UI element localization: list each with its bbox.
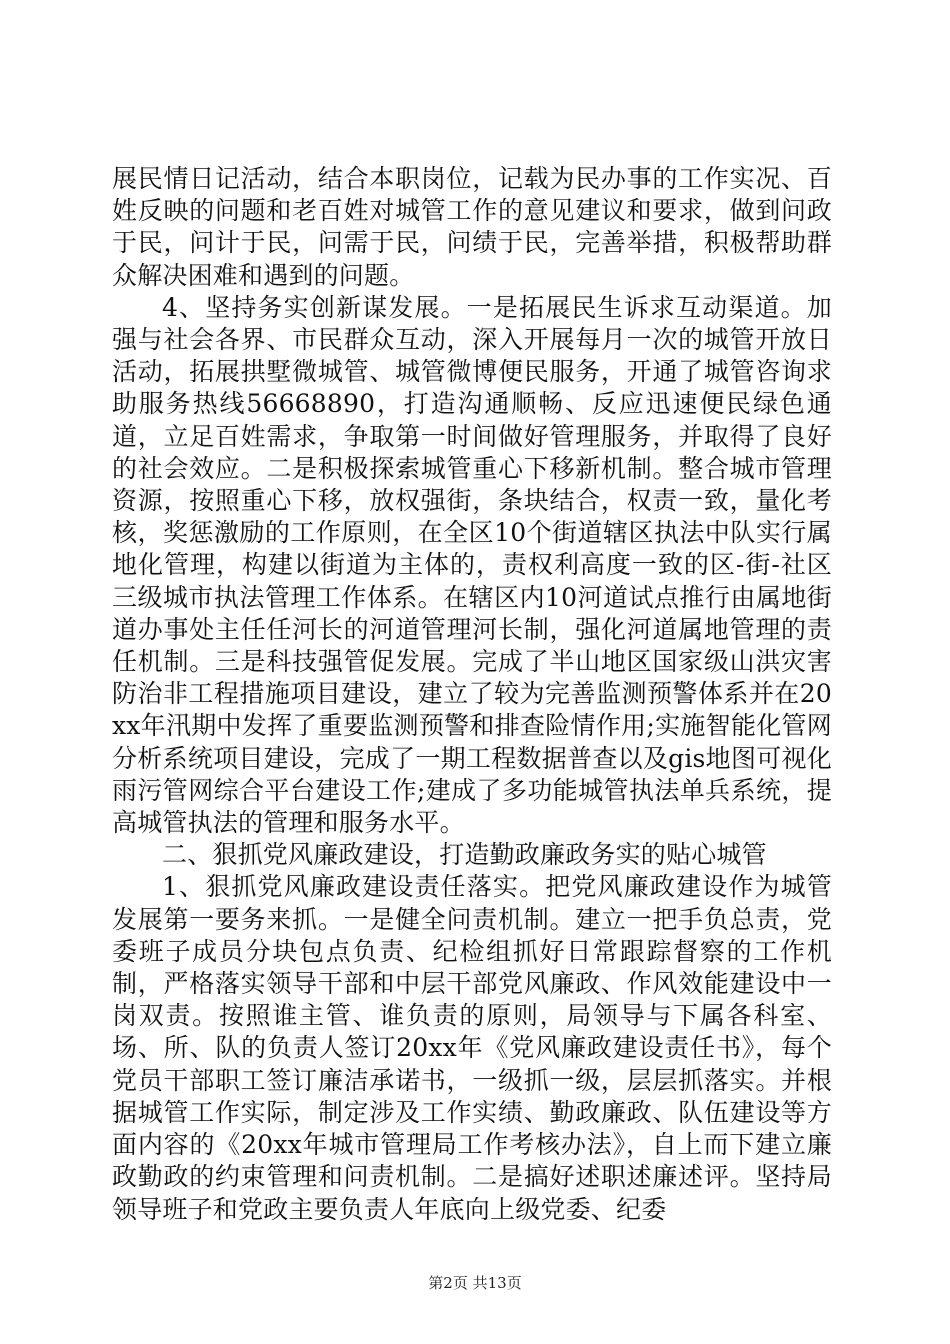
paragraph-item-1: 1、狠抓党风廉政建设责任落实。把党风廉政建设作为城管发展第一要务来抓。一是健全问责机制。建立一把手负总责，党委班子成员分块包点负责、纪检组抓好日常跟踪督察的工作机制，严格落实领导干部和中层干部党风廉政、作风效能建设中一岗双责。按照谁主管、谁负责的原则，局领导与下属各科室、场、所、队的负责人签订20xx年《党风廉政建设责任书》，每个党员干部职工签订廉洁承诺书，一级抓一级，层层抓落实。并根据城管工作实际，制定涉及工作实绩、勤政廉政、队伍建设等方面内容的《20xx年城市管理局工作考核办法》，自上而下建立廉政勤政的约束管理和问责机制。二是搞好述职述廉述评。坚持局领导班子和党政主要负责人年底向上级党委、纪委: [112, 872, 832, 1224]
paragraph-continuation: 展民情日记活动，结合本职岗位，记载为民办事的工作实况、百姓反映的问题和老百姓对城管工作的意见建议和要求，做到问政于民，问计于民，问需于民，问绩于民，完善举措，积极帮助群众解决困难和遇到的问题。: [112, 164, 832, 290]
paragraph-item-4: 4、坚持务实创新谋发展。一是拓展民生诉求互动渠道。加强与社会各界、市民群众互动，深入开展每月一次的城管开放日活动，拓展拱墅微城管、城管微博便民服务，开通了城管咨询求助服务热线56668890，打造沟通顺畅、反应迅速便民绿色通道，立足百姓需求，争取第一时间做好管理服务，并取得了良好的社会效应。二是积极探索城管重心下移新机制。整合城市管理资源，按照重心下移，放权强街，条块结合，权责一致，量化考核，奖惩激励的工作原则，在全区10个街道辖区执法中队实行属地化管理，构建以街道为主体的，责权利高度一致的区-街-社区三级城市执法管理工作体系。在辖区内10河道试点推行由属地街道办事处主任任河长的河道管理河长制，强化河道属地管理的责任机制。三是科技强管促发展。完成了半山地区国家级山洪灾害防治非工程措施项目建设，建立了较为完善监测预警体系并在20xx年汛期中发挥了重要监测预警和排查险情作用;实施智能化管网分析系统项目建设，完成了一期工程数据普查以及gis地图可视化雨污管网综合平台建设工作;建成了多功能城管执法单兵系统，提高城管执法的管理和服务水平。: [112, 292, 832, 838]
section-heading-2: 二、狠抓党风廉政建设，打造勤政廉政务实的贴心城管: [162, 840, 767, 870]
page-number-footer: 第2页 共13页: [428, 1274, 522, 1292]
document-body: [112, 163, 832, 1226]
